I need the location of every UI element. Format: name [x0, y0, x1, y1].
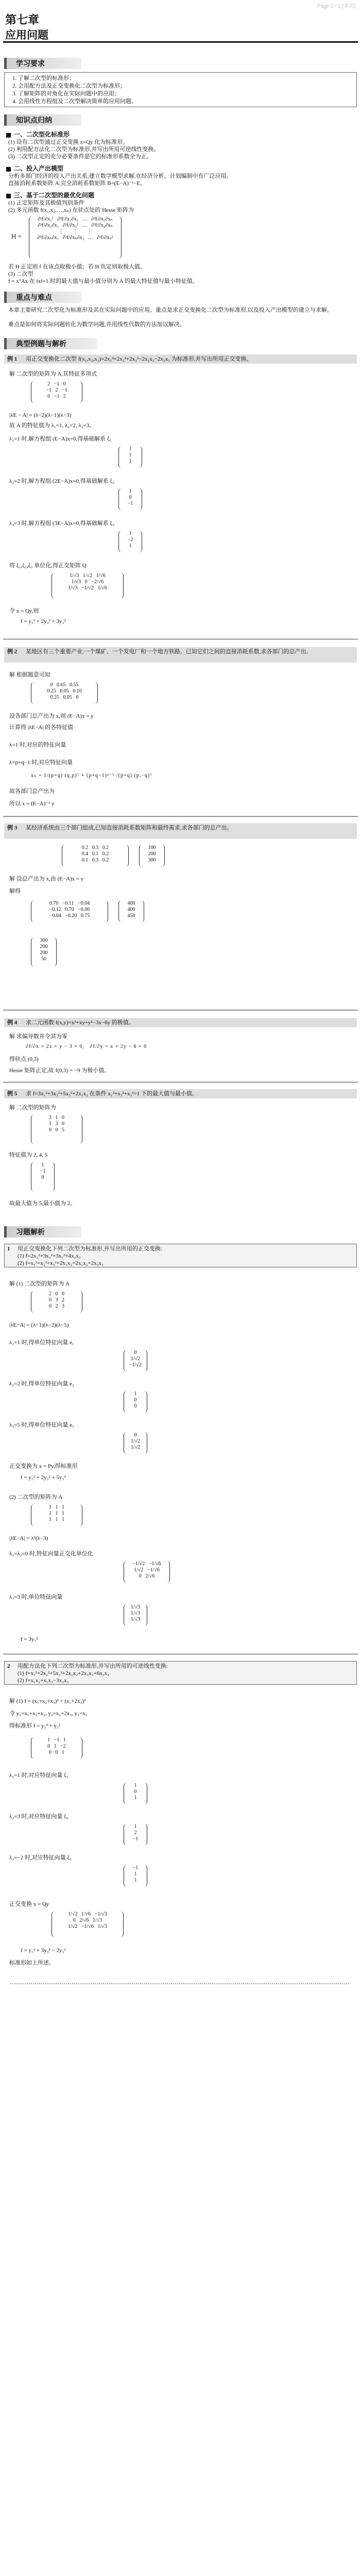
knowledge-line: (2) 利用配方法化二次型为标准形,并写出所用可逆线性变换。	[8, 146, 160, 152]
eigenvector: −1 1 1	[124, 1865, 147, 1887]
exercise-label: 1	[7, 1246, 10, 1252]
section-examples: 典型例题与解析	[4, 338, 97, 349]
knowledge-line: 直接消耗系数矩阵 A,完全消耗系数矩阵 B=(E−A)⁻¹−E。	[8, 180, 146, 187]
example-step: 故 A 的特征值为 λ₁=1, λ₂=2, λ₃=3。	[9, 422, 95, 429]
example-step: λ₂=2 时,解方程组 (2E−A)x=0,得基础解系 ξ₂	[9, 478, 115, 484]
eigenvector: 1 0 −1	[118, 488, 142, 510]
exercise-part: (2) f=x₁x₂+x₁x₃−3x₂x₃	[18, 1677, 69, 1684]
study-item: 4. 会用线性方程组及二次型解决简单的应用问题。	[12, 98, 137, 105]
example-step: 特征值为 2, 4, 5	[9, 1152, 48, 1158]
example-step: 故最大值为 5,最小值为 2。	[9, 1200, 76, 1207]
eigenvector: 0 1/√2 1/√2	[124, 1432, 147, 1454]
section-knowledge: 知识点归纳	[4, 114, 81, 126]
study-item: 3. 了解矩阵的对角化在实际问题中的应用；	[12, 91, 120, 97]
example-label: 例 4	[7, 1020, 18, 1026]
eigenvector: 1 −1 0	[31, 1162, 55, 1191]
page-indicator: Page 1 / 1 (本页)	[317, 4, 356, 9]
formula-line: ∂f/∂x = 2x + y − 3 = 0, ∂f/∂y = x + 2y − 6 = 0	[26, 1044, 147, 1049]
knowledge-line: f = xᵀAx 在 ‖x‖=1 时的最大值与最小值分别为 A 的最大特征值与最小特征值。	[8, 278, 198, 284]
knowledge-line: (2) 多元函数 f(x₁,x₂,…,xₙ) 在驻点处的 Hesse 矩阵为	[8, 207, 134, 213]
knowledge-line: (1) 设有二次型通过正交变换 x=Qy 化为标准形。	[8, 139, 129, 145]
exercise-matrix: 1 1 1 1 1 1 1 1 1	[31, 1504, 82, 1526]
example-step: 解 求偏导数并令其为零	[9, 1033, 67, 1040]
eigenvector: 0 1/√2 −1/√2	[124, 1350, 147, 1371]
example-statement: 求 f=3x₁²+3x₂²+5x₃²+2x₁x₂ 在条件 x₁²+x₂²+x₃²=1 下的最大值与最小值。	[26, 1091, 198, 1097]
formula-line: xₙ = 1/(p+q) (q,p)ᵀ + (p+q−1)ⁿ⁻¹ /(p+q) (p,−q)ᵀ	[31, 773, 152, 778]
section-study-requirements: 学习要求	[4, 58, 81, 69]
eigenvector-pair: −1/√2 −1/√6 1/√2 −1/√6 0 2/√6	[124, 1561, 170, 1583]
orthogonal-matrix-Q: 1/√2 1/√6 −1/√3 0 2/√6 1/√3 1/√2 −1/√6 1/√3	[51, 1911, 124, 1937]
quadratic-matrix: 3 1 0 1 3 0 0 0 5	[31, 1115, 82, 1144]
result-vector-2: 300 200 200 50	[31, 938, 57, 967]
exercise-step: |λE−A| = λ²(λ−3)	[9, 1535, 48, 1541]
example-step: 设各部门总产出为 x,则 (E−A)x = y	[9, 713, 94, 719]
example-step: 解 设总产出为 x,由 (E−A)x = y	[9, 876, 84, 882]
knowledge-line: (1) 正定矩阵及其极值判别条件	[8, 200, 84, 206]
exercise-step: λ₁=λ₂=0 时,特征向量正交化单位化	[9, 1551, 93, 1557]
exercise-step: 标准形如上所述。	[9, 1960, 55, 1966]
example-step: Hesse 矩阵正定,故 f(0,3) = −9 为极小值。	[9, 1067, 110, 1074]
knowledge-heading-3: 三、基于二次型的最优化问题	[6, 191, 94, 199]
example-label: 例 1	[7, 356, 18, 362]
example-step: 计算得 |λE−A| 的各特征值	[9, 724, 74, 731]
exercise-statement: 用配方法化下列二次型为标准形,并写出所用的可逆线性变换:	[18, 1663, 168, 1669]
example-step: 解 根据题意可知	[9, 672, 50, 678]
demand-vector: 100 200 300	[139, 845, 165, 867]
example-step: λ₁=1 时,解方程组 (E−A)x=0,得基础解系 ξ₁	[9, 436, 112, 442]
example-step: 解得	[9, 888, 21, 894]
example-label: 例 2	[7, 649, 18, 655]
exercise-step: λ₁=1 时,得单位特征向量 e₁	[9, 1340, 74, 1346]
example-step: λ=1 时,对应的特征向量	[9, 742, 66, 748]
example-1-matrix-A: 2 −1 0 −1 2 −1 0 −1 2	[31, 381, 82, 403]
eigenvector: 1 0 1	[124, 1783, 147, 1804]
knowledge-heading-2: 二、投入产出模型	[6, 164, 63, 173]
exercise-matrix: 1 −1 1 0 1 −2 0 0 1	[31, 1737, 82, 1759]
example-step: 得驻点 (0,3)	[9, 1056, 39, 1062]
knowledge-line: (3) 二次型	[8, 271, 33, 277]
exercise-step: 令 y₁=x₁+x₂+x₃, y₂=x₂+2x₃, y₃=x₃	[9, 1710, 88, 1717]
chapter-number: 第七章	[5, 13, 40, 26]
divider	[3, 816, 358, 817]
exercise-step: f = 3y₃²	[21, 1636, 38, 1642]
exercise-step: λ₃=5 时,得单位特征向量 e₃	[9, 1422, 74, 1428]
inverse-matrix: 0.70 −0.11 −0.04 −0.12 0.70 −0.06 −0.04 −0.20 0.75	[31, 901, 108, 922]
section-focus: 重点与难点	[4, 292, 81, 303]
exercise-step: f = y₁² + 2y₂² + 5y₃²	[21, 1475, 66, 1481]
example-step: f = y₁² + 2y₂² + 3y₃²	[21, 618, 66, 624]
exercise-part: (1) f=x₁²+2x₂²+5x₃²+2x₁x₂+2x₁x₃+6x₂x₃	[18, 1670, 109, 1676]
consumption-matrix: 0 0.65 0.55 0.25 0.05 0.10 0.25 0.05 0	[31, 682, 98, 704]
example-step: 故各部门总产出为	[9, 788, 55, 794]
exercise-part: (1) f=2x₁²+3x₂²+3x₃²+4x₂x₃	[18, 1253, 81, 1259]
example-step: λ=p+q−1 时,对应特征向量	[9, 759, 73, 766]
exercise-part: (2) f=x₁²+x₂²+x₃²+2x₁x₂+2x₁x₃+2x₂x₃	[18, 1260, 104, 1266]
eigenvector: 1 2 −1	[124, 1824, 147, 1845]
example-step: λ₃=3 时,解方程组 (3E−A)x=0,得基础解系 ξ₃	[9, 520, 115, 527]
coefficient-matrix: 0.2 0.3 0.2 0.4 0.1 0.2 0.1 0.3 0.2	[62, 845, 129, 867]
chapter-title: 应用问题	[5, 29, 48, 41]
example-statement: 用正交变换化二次型 f(x₁,x₂,x₃)=2x₁²+2x₂²+2x₃²−2x₁x₂−2x₂x₃ 为标准形,并写出所用正交变换。	[26, 356, 252, 362]
exercise-matrix: 2 0 0 0 3 2 0 2 3	[31, 1291, 82, 1313]
eigenvector: 1 1 1	[118, 446, 142, 468]
exercise-step: λ₃=3 时,单位特征向量	[9, 1594, 63, 1600]
example-step: 令 x = Qy,则	[9, 608, 39, 614]
study-item: 2. 会用配方法及正交变换化二次型为标准形；	[12, 83, 126, 89]
exercise-label: 2	[7, 1663, 10, 1669]
exercise-step: (2) 二次型的矩阵为 A	[9, 1494, 63, 1500]
eigenvector: 1/√3 1/√3 1/√3	[124, 1604, 147, 1626]
example-label: 例 5	[7, 1091, 18, 1097]
exercise-step: |λE−A| = (λ−1)(λ−2)(λ−5)	[9, 1322, 69, 1328]
example-statement: 某地区有三个重要产业,一个煤矿、一个发电厂和一个地方铁路。已知它们之间的直接消耗系数,求各部门的总产出。	[26, 649, 312, 655]
example-label: 例 3	[7, 825, 18, 831]
hesse-label: H =	[11, 232, 22, 240]
example-step: 将 ξ₁,ξ₂,ξ₃ 单位化,得正交矩阵 Q	[9, 563, 87, 569]
knowledge-line: 若 H 正定则 f 在该点取极小值；若 H 负定则取极大值。	[8, 264, 146, 270]
exercise-step: λ₁=1 时,对应特征向量 ξ₁	[9, 1772, 68, 1778]
example-statement: 某经济系统由三个部门组成,已知直接消耗系数矩阵和最终需求,求各部门的总产出。	[26, 825, 233, 831]
result-vector: 400 400 450	[118, 901, 144, 922]
exercise-step: λ₂=3 时,对应特征向量 ξ₂	[9, 1814, 68, 1820]
example-statement: 求二元函数 f(x,y)=x²+xy+y²−3x−6y 的极值。	[26, 1020, 134, 1026]
exercise-step: f = y₁² + 3y₂² − 2y₃²	[21, 1947, 66, 1954]
section-exercises: 习题解析	[4, 1226, 81, 1238]
orthogonal-matrix-Q: 1/√3 1/√2 1/√6 1/√3 0 −2/√6 1/√3 −1/√2 1/√6	[51, 573, 124, 599]
knowledge-line: (3) 二次型正定的充分必要条件是它的标准形系数全为正。	[8, 154, 152, 160]
exercise-step: 得标准形 f = y₁² + y₂²	[9, 1723, 61, 1729]
example-step: 解 二次型的矩阵为 A,其特征多项式	[9, 371, 97, 377]
knowledge-line: 分析多部门经济的投入产出关系,建立数学模型求解,在经济分析、计划编制中有广泛应用。	[8, 173, 232, 179]
example-step: 解 二次型的矩阵为	[9, 1105, 56, 1111]
eigenvector: 1 −2 1	[118, 531, 142, 552]
example-step: 所以 x = (E−A)⁻¹ y	[9, 801, 55, 807]
eigenvector: 1 0 0	[124, 1391, 147, 1413]
chapter-rule	[3, 41, 358, 43]
focus-line: 难点是如何将实际问题转化为数学问题,并用线性代数的方法加以解决。	[8, 321, 185, 328]
hesse-matrix: ∂²f/∂x₁² ∂²f/∂x₁∂x₂ … ∂²f/∂x₁∂xₙ ∂²f/∂x₂∂x₁ ∂²f/∂x₂² … ∂²f/∂x₂∂xₙ ⋮ ⋮ ⋮ ∂²f/∂xₙ∂x₁ ∂²f/∂xₙ∂x₂ … ∂²f/∂xₙ²	[29, 216, 122, 259]
exercise-step: 解 (1) f = (x₁+x₂+x₃)² + (x₂+2x₃)²	[9, 1698, 86, 1704]
exercise-step: 正交变换 x = Qy	[9, 1901, 49, 1907]
exercise-step: 正交变换为 x = Py,得标准形	[9, 1463, 78, 1469]
knowledge-heading-1: 一、二次型化标准形	[6, 130, 70, 139]
exercise-step: λ₂=2 时,得单位特征向量 e₂	[9, 1381, 74, 1387]
exercise-statement: 用正交变换化下列二次型为标准形,并写出所用的正交变换:	[18, 1246, 162, 1252]
exercise-step: 解 (1) 二次型的矩阵为 A	[9, 1281, 70, 1287]
example-step: |λE − A| = (λ−2)(λ−1)(λ−3)	[9, 412, 72, 418]
study-item: 1. 了解二次型的标准形；	[12, 75, 75, 81]
focus-line: 本章主要研究二次型化为标准形及其在实际问题中的应用。重点是求正交变换化二次型为标准形,以及投入产出模型的建立与求解。	[8, 307, 333, 313]
exercise-step: λ₃=−2 时,对应特征向量 ξ₃	[9, 1855, 72, 1861]
